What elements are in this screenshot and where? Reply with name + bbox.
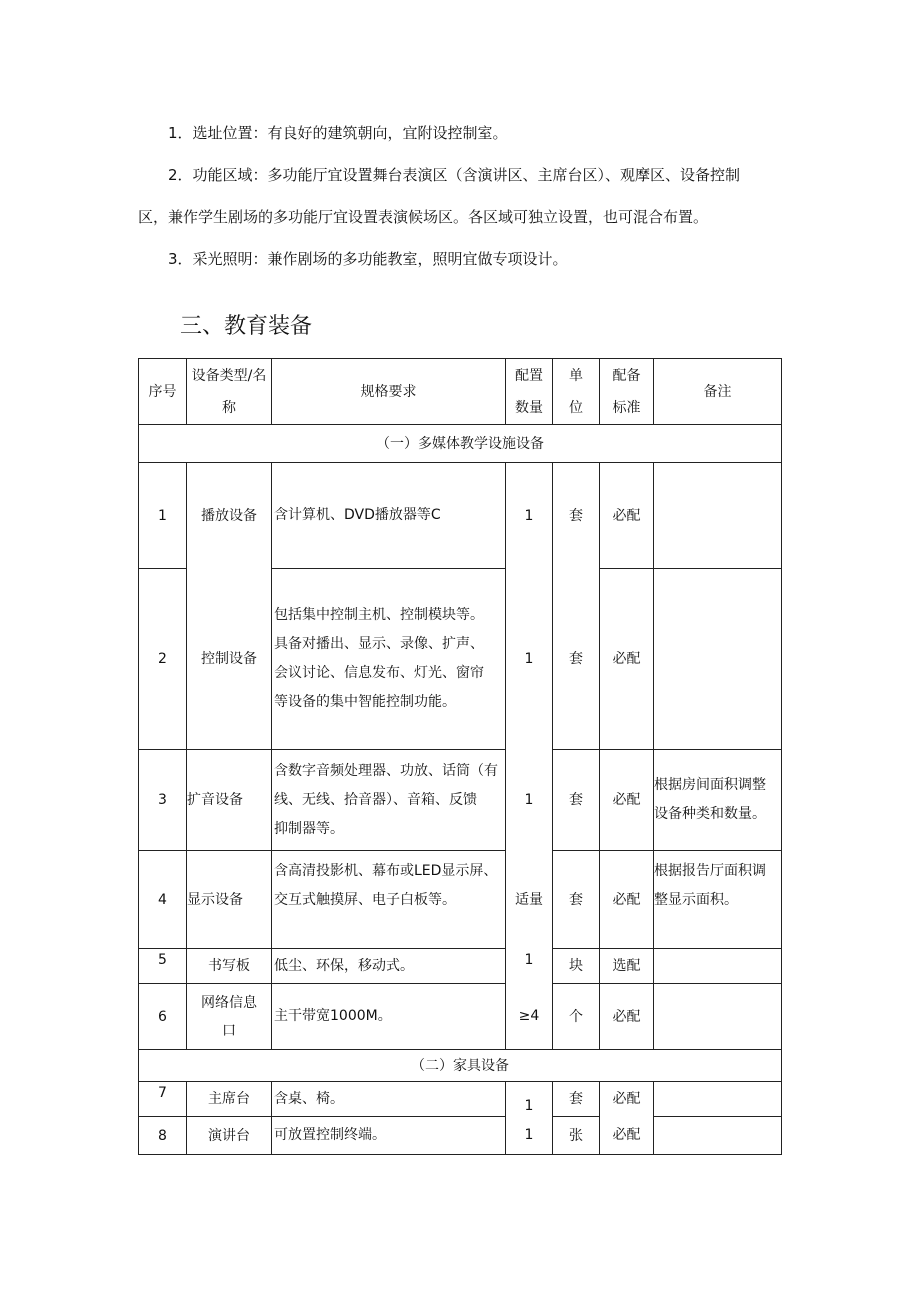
cell-seq: 2	[139, 569, 187, 750]
intro-item-3-text: ．采光照明：兼作剧场的多功能教室，照明宜做专项设计。	[177, 250, 568, 268]
header-std: 配备 标准	[600, 359, 654, 425]
cell-qty: 1	[506, 569, 553, 750]
section-label: （一）多媒体教学设施设备	[139, 425, 782, 463]
cell-unit: 套	[553, 463, 600, 569]
cell-qty: ≥4	[506, 984, 553, 1050]
cell-qty: 1	[506, 1117, 553, 1155]
table-row	[139, 1082, 782, 1117]
cell-note	[654, 569, 782, 750]
cell-std: 必配	[600, 851, 654, 949]
cell-note: 根据房间面积调整 设备种类和数量。	[654, 750, 782, 851]
cell-note	[654, 463, 782, 569]
cell-std: 选配	[600, 949, 654, 984]
cell-seq: 7	[139, 1082, 187, 1117]
cell-seq: 6	[139, 984, 187, 1050]
intro-item-2-text: ．功能区域：多功能厅宜设置舞台表演区（含演讲区、主席台区）、观摩区、设备控制	[177, 166, 741, 184]
cell-seq: 5	[139, 949, 187, 984]
cell-name: 播放设备	[187, 463, 272, 569]
header-unit: 单 位	[553, 359, 600, 425]
cell-seq: 3	[139, 750, 187, 851]
header-note: 备注	[654, 359, 782, 425]
cell-unit: 块	[553, 949, 600, 984]
cell-std: 必配	[600, 750, 654, 851]
cell-unit: 个	[553, 984, 600, 1050]
cell-std: 必配	[600, 984, 654, 1050]
intro-item-3	[168, 249, 568, 269]
cell-note	[654, 1082, 782, 1117]
cell-name: 网络信息 口	[187, 984, 272, 1050]
table-row	[139, 463, 782, 569]
cell-spec: 含计算机、DVD播放器等C	[272, 463, 506, 569]
header-qty: 配置 数量	[506, 359, 553, 425]
table-header-row	[139, 359, 782, 425]
cell-seq: 4	[139, 851, 187, 949]
cell-std: 必配	[600, 569, 654, 750]
intro-item-2-continued-text: 区，兼作学生剧场的多功能厅宜设置表演候场区。各区域可独立设置，也可混合布置。	[138, 208, 709, 226]
cell-std: 必配	[600, 1117, 654, 1155]
intro-item-1-text: ．选址位置：有良好的建筑朝向，宜附设控制室。	[177, 124, 508, 142]
cell-note	[654, 984, 782, 1050]
equipment-table	[138, 358, 782, 1155]
cell-spec: 低尘、环保，移动式。	[272, 949, 506, 984]
cell-spec: 含高清投影机、幕布或LED显示屏、 交互式触摸屏、电子白板等。	[272, 851, 506, 949]
header-spec: 规格要求	[272, 359, 506, 425]
cell-note	[654, 949, 782, 984]
table-row	[139, 750, 782, 851]
table-row	[139, 569, 782, 750]
intro-item-2-continued	[138, 207, 708, 227]
cell-unit: 套	[553, 569, 600, 750]
intro-item-2	[168, 165, 740, 185]
header-type: 设备类型/名 称	[187, 359, 272, 425]
cell-spec: 包括集中控制主机、控制模块等。 具备对播出、显示、录像、扩声、 会议讨论、信息发布、灯光、窗帘 等设备的集中智能控制功能。	[272, 569, 506, 750]
cell-name: 书写板	[187, 949, 272, 984]
section-title: 三、教育装备	[180, 314, 313, 339]
header-seq: 序号	[139, 359, 187, 425]
intro-item-3-number: 3	[168, 250, 178, 268]
cell-unit: 套	[553, 851, 600, 949]
table-row	[139, 1117, 782, 1155]
cell-qty: 1	[506, 1082, 553, 1117]
cell-name: 扩音设备	[187, 750, 272, 851]
cell-name: 显示设备	[187, 851, 272, 949]
cell-note: 根据报告厅面积调 整显示面积。	[654, 851, 782, 949]
cell-seq: 1	[139, 463, 187, 569]
cell-qty: 1	[506, 949, 553, 984]
cell-std: 必配	[600, 1082, 654, 1117]
cell-spec: 可放置控制终端。	[272, 1117, 506, 1155]
intro-item-1	[168, 123, 508, 143]
cell-qty: 适量	[506, 851, 553, 949]
section-row-multimedia	[139, 425, 782, 463]
cell-name: 主席台	[187, 1082, 272, 1117]
cell-unit: 套	[553, 750, 600, 851]
cell-name: 演讲台	[187, 1117, 272, 1155]
intro-item-1-number: 1	[168, 124, 178, 142]
cell-spec: 主干带宽1000M。	[272, 984, 506, 1050]
cell-std: 必配	[600, 463, 654, 569]
cell-qty: 1	[506, 750, 553, 851]
table-row	[139, 851, 782, 949]
cell-unit: 张	[553, 1117, 600, 1155]
intro-item-2-number: 2	[168, 166, 178, 184]
cell-seq: 8	[139, 1117, 187, 1155]
cell-name: 控制设备	[187, 569, 272, 750]
table-row	[139, 984, 782, 1050]
table-row	[139, 949, 782, 984]
section-row-furniture	[139, 1050, 782, 1082]
cell-qty: 1	[506, 463, 553, 569]
section-label: （二）家具设备	[139, 1050, 782, 1082]
cell-spec: 含桌、椅。	[272, 1082, 506, 1117]
cell-spec: 含数字音频处理器、功放、话筒（有 线、无线、拾音器）、音箱、反馈 抑制器等。	[272, 750, 506, 851]
cell-note	[654, 1117, 782, 1155]
cell-unit: 套	[553, 1082, 600, 1117]
